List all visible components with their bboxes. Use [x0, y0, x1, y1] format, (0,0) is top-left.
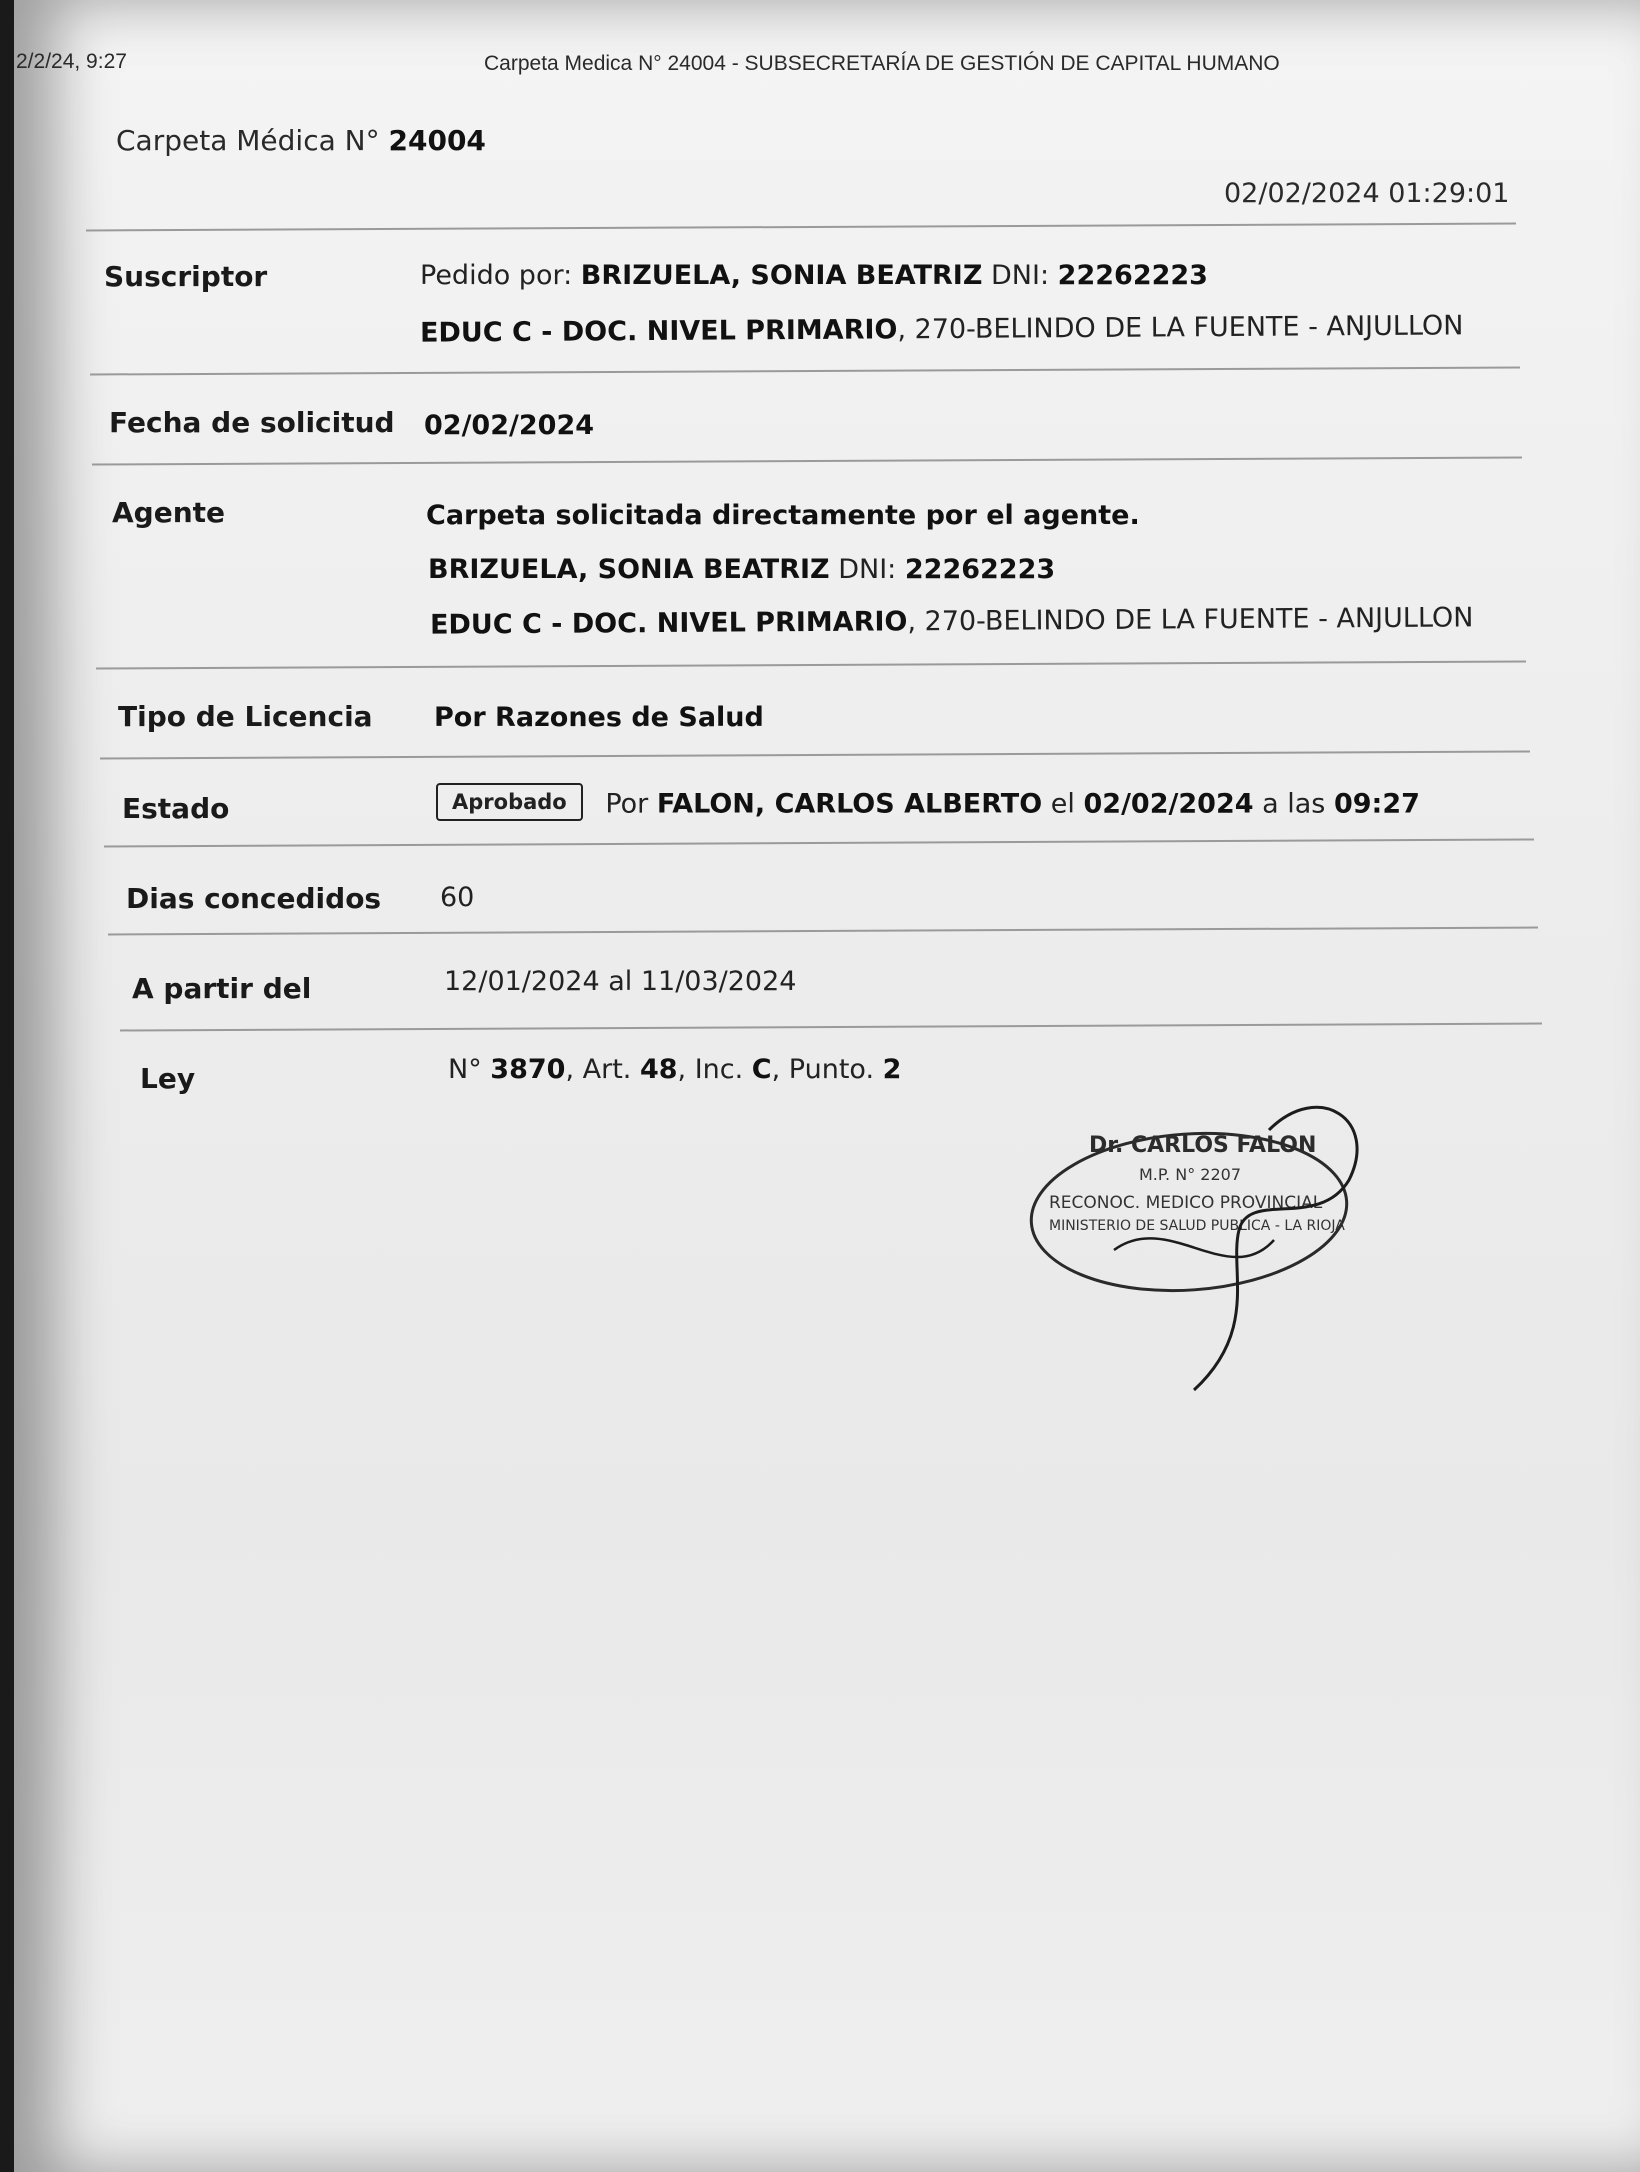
periodo-value: 12/01/2024 al 11/03/2024	[444, 966, 797, 997]
tipo-label: Tipo de Licencia	[118, 700, 373, 733]
stamp-line1: RECONOC. MEDICO PROVINCIAL	[1049, 1193, 1323, 1213]
suscriptor-name: BRIZUELA, SONIA BEATRIZ	[580, 260, 983, 291]
agente-position: EDUC C - DOC. NIVEL PRIMARIO	[429, 606, 908, 641]
estado-value	[436, 786, 1420, 824]
agente-dni: 22262223	[904, 554, 1056, 585]
print-datetime: 2/2/24, 9:27	[16, 50, 127, 73]
ley-punto: 2	[882, 1054, 902, 1085]
suscriptor-position: EDUC C - DOC. NIVEL PRIMARIO	[419, 314, 898, 349]
document-timestamp: 02/02/2024 01:29:01	[1224, 178, 1510, 209]
agente-name: BRIZUELA, SONIA BEATRIZ	[428, 554, 830, 585]
ley-prefix: N°	[448, 1054, 482, 1085]
tipo-text: Por Razones de Salud	[434, 702, 764, 733]
ley-inc-label: , Inc.	[677, 1054, 744, 1085]
suscriptor-prefix: Pedido por:	[420, 260, 573, 291]
fecha-label: Fecha de solicitud	[109, 406, 395, 439]
ley-art-label: , Art.	[565, 1054, 632, 1085]
ley-number: 3870	[490, 1054, 566, 1085]
paper-sheet	[14, 0, 1640, 2172]
suscriptor-dni-label: DNI:	[991, 260, 1050, 291]
suscriptor-line1	[420, 260, 1208, 291]
stamp-name: Dr. CARLOS FALON	[1089, 1133, 1317, 1158]
agente-note	[426, 500, 1140, 531]
estado-on-prefix: el	[1050, 788, 1075, 820]
agente-label: Agente	[112, 496, 226, 529]
ley-label: Ley	[140, 1062, 196, 1095]
estado-time: 09:27	[1333, 788, 1420, 820]
periodo-label: A partir del	[132, 972, 312, 1005]
print-header	[14, 50, 1640, 80]
divider	[108, 927, 1538, 936]
estado-date: 02/02/2024	[1083, 788, 1254, 820]
divider	[90, 367, 1520, 376]
divider	[104, 839, 1534, 848]
dias-value: 60	[440, 882, 475, 913]
estado-by-prefix: Por	[605, 788, 649, 820]
agente-school: , 270-BELINDO DE LA FUENTE - ANJULLON	[907, 602, 1474, 638]
signature-stroke	[1114, 1238, 1274, 1257]
suscriptor-school: , 270-BELINDO DE LA FUENTE - ANJULLON	[897, 310, 1464, 346]
stamp-mp: M.P. N° 2207	[1139, 1165, 1241, 1184]
agente-note-text: Carpeta solicitada directamente por el agente.	[426, 500, 1140, 531]
divider	[120, 1023, 1542, 1032]
document-number: 24004	[388, 124, 486, 157]
divider	[86, 223, 1516, 232]
ley-punto-label: , Punto.	[771, 1054, 875, 1085]
fecha-date: 02/02/2024	[424, 410, 595, 441]
estado-label: Estado	[122, 792, 230, 825]
status-badge: Aprobado	[436, 783, 583, 821]
divider	[96, 661, 1526, 670]
agente-line3	[430, 602, 1474, 640]
agente-line2	[428, 554, 1055, 585]
ley-value	[448, 1054, 901, 1085]
suscriptor-line2	[420, 310, 1464, 348]
document-title-prefix: Carpeta Médica N°	[116, 124, 380, 157]
ley-inc: C	[751, 1054, 772, 1085]
estado-at-prefix: a las	[1262, 788, 1326, 820]
document-title	[116, 124, 486, 157]
suscriptor-dni: 22262223	[1057, 260, 1208, 291]
fecha-value	[424, 410, 594, 441]
print-title: Carpeta Medica N° 24004 - SUBSECRETARÍA DE GESTIÓN DE CAPITAL HUMANO	[484, 52, 1280, 75]
stamp-line2: MINISTERIO DE SALUD PUBLICA - LA RIOJA	[1049, 1218, 1345, 1234]
divider	[92, 457, 1522, 466]
suscriptor-label: Suscriptor	[104, 260, 268, 293]
estado-approver: FALON, CARLOS ALBERTO	[656, 788, 1043, 820]
dias-label: Dias concedidos	[126, 882, 382, 915]
agente-dni-label: DNI:	[838, 554, 897, 585]
doctor-stamp	[1019, 1090, 1379, 1410]
ley-art: 48	[639, 1054, 678, 1085]
tipo-value	[434, 702, 764, 733]
divider	[100, 751, 1530, 760]
